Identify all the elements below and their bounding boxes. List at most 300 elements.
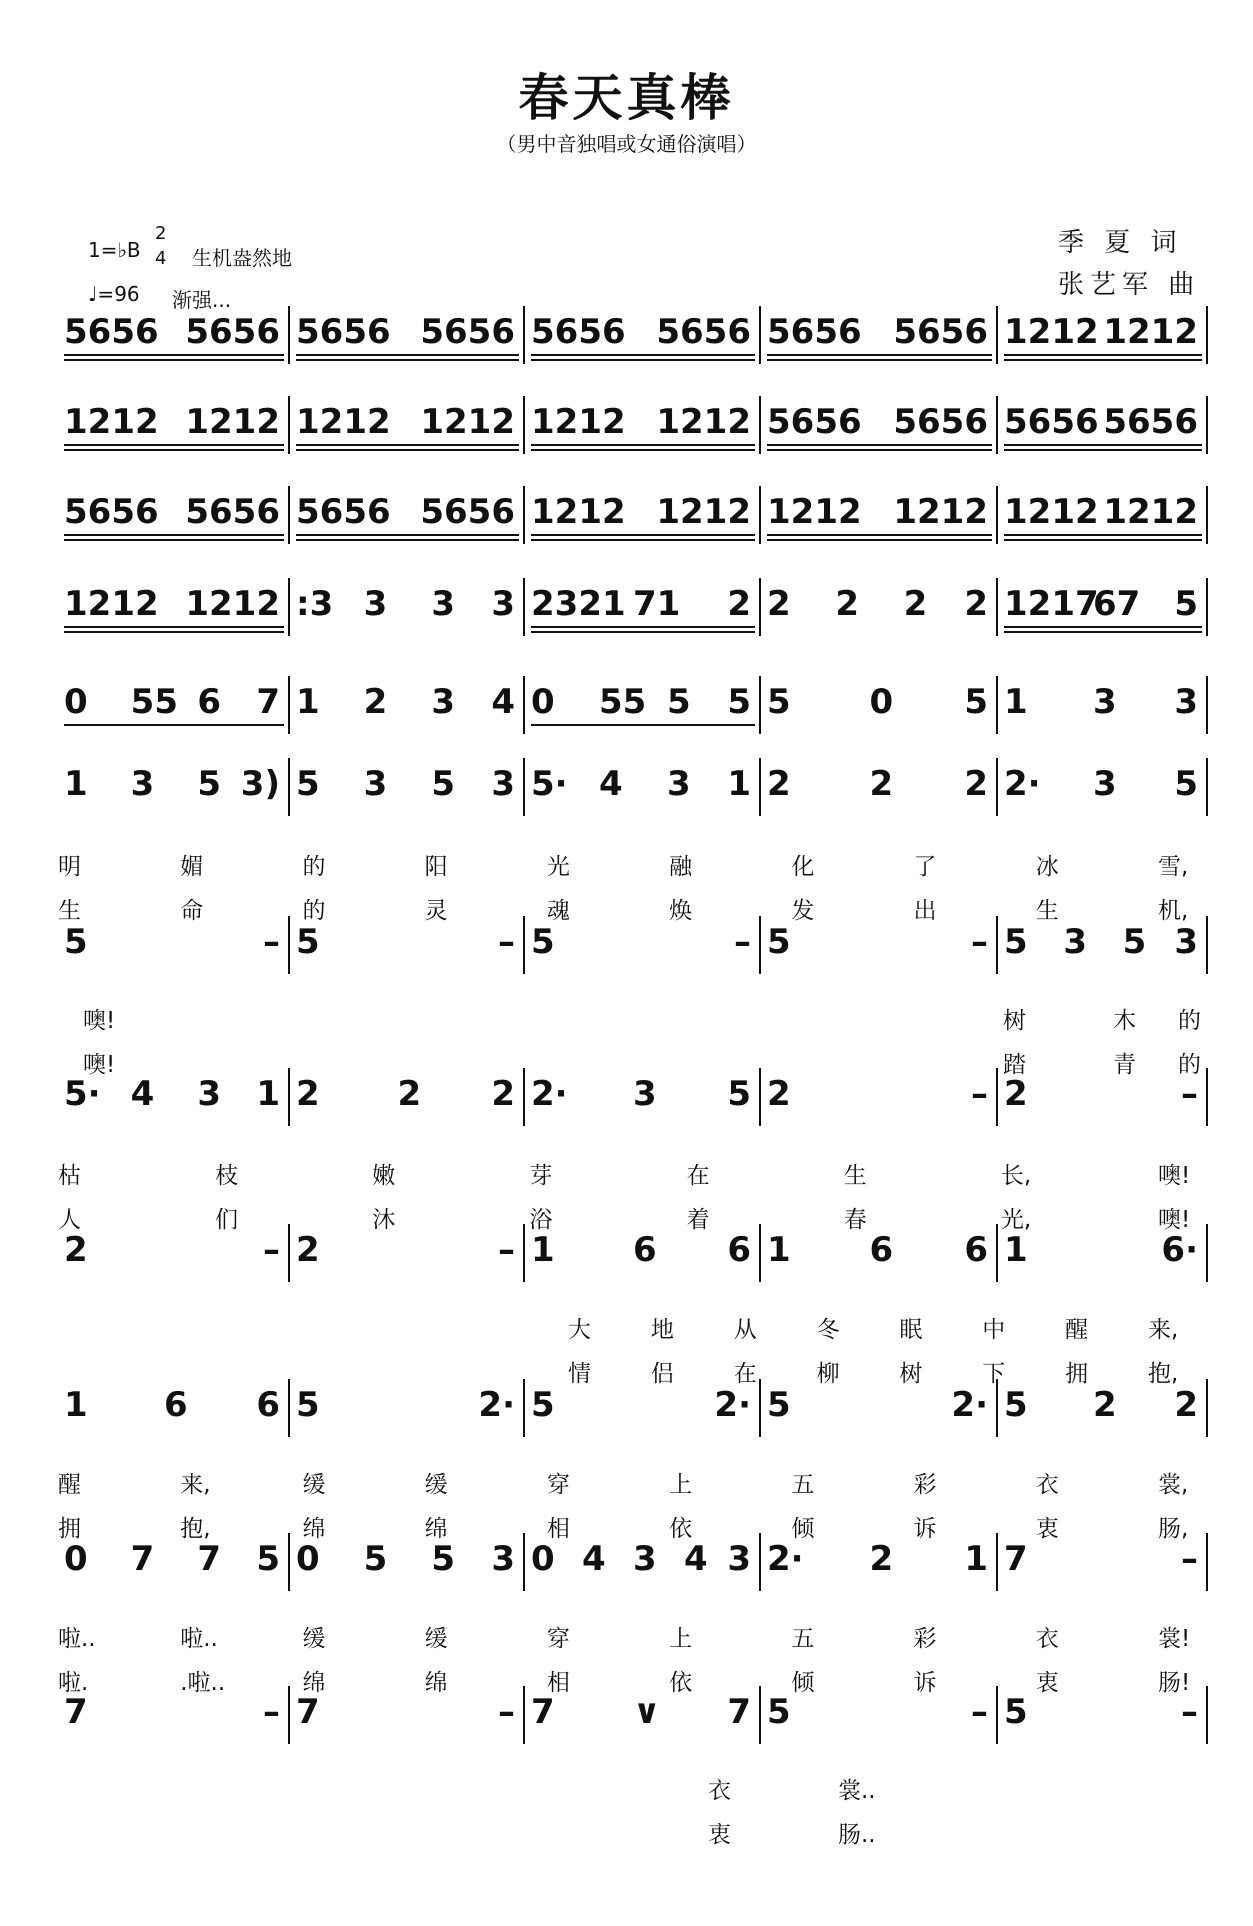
lyric-syllable: 中 xyxy=(982,1317,1006,1343)
beam-line xyxy=(1004,534,1202,536)
lyric-syllable: 肠.. xyxy=(838,1822,876,1848)
note-group: – xyxy=(498,1692,515,1732)
note-group: – xyxy=(263,1692,280,1732)
measure xyxy=(296,490,519,552)
measure xyxy=(1004,920,1202,982)
note-group: 2 xyxy=(296,1074,320,1114)
note-group: 6 xyxy=(633,1230,657,1270)
beam-line xyxy=(767,534,992,536)
note-group: 2 xyxy=(1004,1074,1028,1114)
barline xyxy=(523,578,525,636)
note-group: 1 xyxy=(964,1539,988,1579)
note-group: 1 xyxy=(256,1074,280,1114)
note-group: 1212 xyxy=(656,492,751,532)
note-group: 1 xyxy=(296,682,320,722)
lyric-syllable: 生 xyxy=(58,898,81,924)
lyric-syllable: 木 xyxy=(1113,1008,1136,1034)
lyric-syllable: 明 xyxy=(58,854,81,880)
lyric-line-verse2 xyxy=(58,1046,1208,1076)
lyric-syllable: 的 xyxy=(302,854,326,880)
barline xyxy=(996,1533,998,1591)
note-group: 2 xyxy=(296,1230,320,1270)
note-group: 2· xyxy=(531,1074,568,1114)
note-group: – xyxy=(734,922,751,962)
beam-line xyxy=(296,539,519,541)
lyric-syllable: 生 xyxy=(1035,898,1059,924)
note-group: 1212 xyxy=(767,492,862,532)
measure xyxy=(1004,1228,1202,1290)
time-signature-top: 2 xyxy=(155,223,167,244)
measure xyxy=(531,680,755,742)
note-group: 5656 xyxy=(296,492,391,532)
barline xyxy=(759,1224,761,1282)
barline xyxy=(1206,486,1208,544)
note-group: 3 xyxy=(491,764,515,804)
note-group: 3 xyxy=(1063,922,1087,962)
lyric-syllable: 裳.. xyxy=(838,1778,876,1804)
tempo-mark: ♩=96 xyxy=(88,282,140,306)
lyric-line-verse2 xyxy=(58,1355,1208,1385)
barline xyxy=(523,1224,525,1282)
song-title: 春天真棒 xyxy=(518,69,735,127)
note-group: 2 xyxy=(869,1539,894,1579)
note-group: 2· xyxy=(951,1385,988,1425)
note-group: – xyxy=(498,922,515,962)
beam-line xyxy=(1004,354,1202,356)
beam-line xyxy=(531,539,755,541)
measure xyxy=(64,310,284,372)
note-group: 2 xyxy=(1093,1385,1117,1425)
lyric-syllable: 踏 xyxy=(1003,1052,1026,1078)
lyric-syllable: 相 xyxy=(546,1670,570,1696)
lyric-syllable: 五 xyxy=(791,1472,815,1498)
note-group: 5656 xyxy=(1103,402,1198,442)
note-group: 1 xyxy=(1004,682,1028,722)
beam-line xyxy=(296,359,519,361)
barline xyxy=(759,676,761,734)
measure xyxy=(767,1690,992,1752)
note-group: 5 xyxy=(1122,922,1147,962)
lyric-syllable: 衣 xyxy=(1035,1626,1059,1652)
lyric-syllable: 五 xyxy=(791,1626,815,1652)
lyric-syllable: 情 xyxy=(568,1361,591,1387)
measure xyxy=(1004,310,1202,372)
lyric-syllable: 啦.. xyxy=(58,1626,96,1652)
note-group: 1212 xyxy=(531,492,626,532)
lyric-syllable: 沐 xyxy=(372,1207,396,1233)
measure xyxy=(296,762,519,824)
measure xyxy=(767,1228,992,1290)
note-group: 5 xyxy=(767,1692,791,1732)
note-group: 5· xyxy=(64,1074,101,1114)
lyric-syllable: 来, xyxy=(1148,1317,1179,1343)
lyric-syllable: 噢! xyxy=(1158,1163,1191,1189)
note-group: 7 xyxy=(197,1539,221,1579)
note-group: 5656 xyxy=(64,312,159,352)
barline xyxy=(1206,916,1208,974)
note-group: 3 xyxy=(197,1074,221,1114)
note-group: 7 xyxy=(130,1539,155,1579)
notation-row xyxy=(58,680,1208,742)
beam-line xyxy=(1004,539,1202,541)
measure xyxy=(767,310,992,372)
measure xyxy=(531,1072,755,1134)
barline xyxy=(1206,1533,1208,1591)
lyric-syllable: 噢! xyxy=(83,1052,116,1078)
lyric-syllable: 侣 xyxy=(650,1361,674,1387)
note-group: 0 xyxy=(531,1539,555,1579)
barline xyxy=(759,916,761,974)
lyric-line-verse1 xyxy=(58,1002,1208,1032)
note-group: 1212 xyxy=(1004,312,1099,352)
lyric-line-verse1 xyxy=(58,848,1208,878)
notation-row xyxy=(58,582,1208,644)
lyric-syllable: 衣 xyxy=(1035,1472,1059,1498)
note-group: 3 xyxy=(633,1539,657,1579)
barline xyxy=(759,1686,761,1744)
note-group: 6· xyxy=(1161,1230,1198,1270)
lyric-syllable: 着 xyxy=(686,1207,710,1233)
barline xyxy=(288,916,290,974)
barline xyxy=(523,486,525,544)
lyric-syllable: 绵 xyxy=(302,1670,326,1696)
measure xyxy=(1004,680,1202,742)
lyric-syllable: 枯 xyxy=(58,1163,81,1189)
lyric-syllable: 肠! xyxy=(1158,1670,1191,1696)
note-group: 3 xyxy=(491,584,515,624)
barline xyxy=(288,396,290,454)
note-group: 2· xyxy=(478,1385,515,1425)
measure xyxy=(531,310,755,372)
barline xyxy=(288,1224,290,1282)
barline xyxy=(759,1379,761,1437)
note-group: 5656 xyxy=(296,312,391,352)
barline xyxy=(1206,758,1208,816)
lyric-syllable: 衣 xyxy=(708,1778,731,1804)
note-group: 3 xyxy=(1093,682,1117,722)
lyric-syllable: 穿 xyxy=(546,1626,570,1652)
note-group: 4 xyxy=(582,1539,606,1579)
beam-line xyxy=(64,449,284,451)
note-group: 3 xyxy=(1174,922,1198,962)
lyric-syllable: 青 xyxy=(1113,1052,1136,1078)
beam-line xyxy=(64,539,284,541)
note-group: 6 xyxy=(964,1230,988,1270)
beam-line xyxy=(767,444,992,446)
note-group: 5 xyxy=(256,1539,280,1579)
barline xyxy=(759,306,761,364)
lyric-syllable: 从 xyxy=(733,1317,757,1343)
lyricist-credit: 季 夏 词 xyxy=(1058,228,1183,258)
barline xyxy=(288,1068,290,1126)
note-group: 3 xyxy=(1174,682,1198,722)
note-group: 3) xyxy=(240,764,280,804)
note-group: 6 xyxy=(256,1385,280,1425)
beam-line xyxy=(64,359,284,361)
measure xyxy=(767,400,992,462)
measure xyxy=(531,400,755,462)
measure xyxy=(767,1072,992,1134)
note-group: 67 xyxy=(1093,584,1141,624)
note-group: 5 xyxy=(1174,584,1198,624)
measure xyxy=(1004,1383,1202,1445)
note-group: 3 xyxy=(431,682,455,722)
note-group: 1212 xyxy=(64,402,159,442)
note-group: 1 xyxy=(64,764,88,804)
measure xyxy=(767,680,992,742)
beam-line xyxy=(531,631,755,633)
barline xyxy=(288,676,290,734)
lyric-syllable: 醒 xyxy=(1065,1317,1089,1343)
note-group: 1212 xyxy=(64,584,159,624)
note-group: 1 xyxy=(767,1230,791,1270)
notation-row xyxy=(58,310,1208,372)
lyric-line-verse1 xyxy=(58,1466,1208,1496)
note-group: 5 xyxy=(767,682,791,722)
measure xyxy=(767,490,992,552)
note-group: 5 xyxy=(431,1539,455,1579)
note-group: 4 xyxy=(130,1074,155,1114)
note-group: 2 xyxy=(869,764,894,804)
barline xyxy=(1206,1686,1208,1744)
measure xyxy=(64,1537,284,1599)
lyric-syllable: 抱, xyxy=(1148,1361,1179,1387)
note-group: 5 xyxy=(531,922,555,962)
note-group: 5· xyxy=(531,764,568,804)
lyric-syllable: 彩 xyxy=(913,1472,937,1498)
lyric-line-verse2 xyxy=(58,1664,1208,1694)
note-group: 2321 xyxy=(531,584,626,624)
lyric-syllable: 出 xyxy=(913,898,937,924)
lyric-line-verse2 xyxy=(58,892,1208,922)
note-group: 1212 xyxy=(1103,492,1198,532)
lyric-syllable: 机, xyxy=(1158,898,1189,924)
lyric-syllable: 的 xyxy=(1178,1052,1201,1078)
lyric-syllable: 抱, xyxy=(180,1516,211,1542)
time-signature-bottom: 4 xyxy=(155,248,167,269)
barline xyxy=(996,396,998,454)
note-group: 5 xyxy=(296,1385,320,1425)
lyric-syllable: 冰 xyxy=(1035,854,1059,880)
note-group: 1212 xyxy=(185,402,280,442)
note-group: – xyxy=(498,1230,515,1270)
note-group: 2 xyxy=(964,764,988,804)
lyric-syllable: 缓 xyxy=(424,1626,448,1652)
barline xyxy=(523,1379,525,1437)
measure xyxy=(1004,762,1202,824)
note-group: 7 xyxy=(296,1692,320,1732)
lyric-syllable: 了 xyxy=(913,854,937,880)
lyric-line-verse2 xyxy=(58,1816,1208,1846)
barline xyxy=(759,396,761,454)
beam-line xyxy=(64,534,284,536)
note-group: – xyxy=(1181,1692,1198,1732)
measure xyxy=(1004,400,1202,462)
beam-line xyxy=(531,354,755,356)
note-group: 5656 xyxy=(64,492,159,532)
measure xyxy=(767,920,992,982)
lyric-syllable: 衷 xyxy=(708,1822,731,1848)
note-group: 3 xyxy=(491,1539,515,1579)
notation-row xyxy=(58,1690,1208,1752)
note-group: 71 xyxy=(633,584,681,624)
barline xyxy=(288,578,290,636)
note-group: – xyxy=(1181,1539,1198,1579)
note-group: ∨ xyxy=(633,1692,661,1732)
note-group: 5656 xyxy=(420,312,515,352)
lyric-syllable: 裳, xyxy=(1158,1472,1189,1498)
barline xyxy=(996,1068,998,1126)
lyric-line-verse1 xyxy=(58,1311,1208,1341)
note-group: 1212 xyxy=(1004,492,1099,532)
note-group: 1212 xyxy=(656,402,751,442)
note-group: 5 xyxy=(64,922,88,962)
measure xyxy=(64,1228,284,1290)
lyric-syllable: 相 xyxy=(546,1516,570,1542)
beam-line xyxy=(1004,444,1202,446)
note-group: 55 xyxy=(130,682,178,722)
measure xyxy=(64,920,284,982)
note-group: 2· xyxy=(1004,764,1041,804)
barline xyxy=(759,758,761,816)
note-group: 5656 xyxy=(893,312,988,352)
note-group: – xyxy=(1181,1074,1198,1114)
measure xyxy=(296,1537,519,1599)
barline xyxy=(996,1686,998,1744)
beam-line xyxy=(767,359,992,361)
barline xyxy=(996,676,998,734)
lyric-syllable: 焕 xyxy=(669,898,693,924)
lyric-syllable: 衷 xyxy=(1035,1670,1059,1696)
notation-row xyxy=(58,1072,1208,1134)
note-group: 5656 xyxy=(767,312,862,352)
note-group: 5 xyxy=(667,682,691,722)
note-group: 4 xyxy=(684,1539,708,1579)
barline xyxy=(288,1533,290,1591)
measure xyxy=(531,582,755,644)
note-group: 5 xyxy=(727,682,751,722)
beam-line xyxy=(296,449,519,451)
note-group: 2 xyxy=(835,584,859,624)
beam-line xyxy=(1004,359,1202,361)
lyric-syllable: 浴 xyxy=(529,1207,553,1233)
barline xyxy=(996,916,998,974)
lyric-syllable: 生 xyxy=(843,1163,867,1189)
lyric-syllable: 芽 xyxy=(529,1163,553,1189)
note-group: 6 xyxy=(197,682,221,722)
note-group: 5 xyxy=(767,1385,791,1425)
barline xyxy=(759,578,761,636)
barline xyxy=(523,676,525,734)
note-group: – xyxy=(971,922,988,962)
note-group: 2 xyxy=(363,682,388,722)
lyric-syllable: 衷 xyxy=(1035,1516,1059,1542)
lyric-line-verse2 xyxy=(58,1510,1208,1540)
measure xyxy=(64,400,284,462)
beam-line xyxy=(64,354,284,356)
measure xyxy=(296,680,519,742)
lyric-syllable: 光 xyxy=(546,854,570,880)
beam-line xyxy=(767,539,992,541)
measure xyxy=(296,582,519,644)
lyric-syllable: 们 xyxy=(215,1207,239,1233)
note-group: 2 xyxy=(64,1230,88,1270)
measure xyxy=(1004,1072,1202,1134)
measure xyxy=(767,1383,992,1445)
measure xyxy=(531,1383,755,1445)
measure xyxy=(767,582,992,644)
note-group: 5656 xyxy=(531,312,626,352)
measure xyxy=(1004,1537,1202,1599)
beam-line xyxy=(296,354,519,356)
note-group: 5 xyxy=(1174,764,1198,804)
note-group: – xyxy=(971,1074,988,1114)
barline xyxy=(288,486,290,544)
barline xyxy=(523,1686,525,1744)
barline xyxy=(523,758,525,816)
lyric-syllable: 缓 xyxy=(302,1626,326,1652)
note-group: 0 xyxy=(64,1539,88,1579)
beam-line xyxy=(1004,631,1202,633)
lyric-syllable: 魂 xyxy=(546,898,570,924)
lyric-syllable: 大 xyxy=(568,1317,591,1343)
beam-line xyxy=(64,444,284,446)
note-group: 2 xyxy=(767,1074,791,1114)
note-group: 7 xyxy=(256,682,280,722)
notation-row xyxy=(58,400,1208,462)
lyric-syllable: 绵 xyxy=(424,1670,448,1696)
notation-row xyxy=(58,1383,1208,1445)
lyric-syllable: 来, xyxy=(180,1472,211,1498)
lyric-syllable: 依 xyxy=(669,1516,693,1542)
note-group: 1212 xyxy=(1103,312,1198,352)
lyric-syllable: 发 xyxy=(791,898,815,924)
lyric-syllable: 的 xyxy=(302,898,326,924)
composer-credit: 张艺军 曲 xyxy=(1058,270,1201,300)
beam-line xyxy=(531,444,755,446)
beam-line xyxy=(531,449,755,451)
note-group: 2 xyxy=(727,584,751,624)
lyric-syllable: 命 xyxy=(180,898,204,924)
barline xyxy=(1206,1068,1208,1126)
note-group: 3 xyxy=(727,1539,751,1579)
measure xyxy=(64,582,284,644)
beam-line xyxy=(767,449,992,451)
barline xyxy=(288,1686,290,1744)
note-group: 1212 xyxy=(893,492,988,532)
note-group: 1 xyxy=(1004,1230,1028,1270)
barline xyxy=(288,306,290,364)
barline xyxy=(1206,578,1208,636)
note-group: 6 xyxy=(727,1230,751,1270)
measure xyxy=(64,1690,284,1752)
barline xyxy=(759,486,761,544)
measure xyxy=(64,1072,284,1134)
note-group: 2 xyxy=(903,584,928,624)
lyric-syllable: 长, xyxy=(1000,1163,1032,1189)
note-group: 7 xyxy=(531,1692,555,1732)
note-group: 1212 xyxy=(185,584,280,624)
note-group: 5656 xyxy=(1004,402,1099,442)
dynamic-mark: 渐强... xyxy=(172,288,232,312)
lyric-syllable: 诉 xyxy=(913,1670,937,1696)
barline xyxy=(996,486,998,544)
lyric-line-verse2 xyxy=(58,1201,1208,1231)
note-group: 5 xyxy=(431,764,455,804)
measure xyxy=(767,762,992,824)
note-group: 7 xyxy=(727,1692,751,1732)
beam-line xyxy=(296,534,519,536)
